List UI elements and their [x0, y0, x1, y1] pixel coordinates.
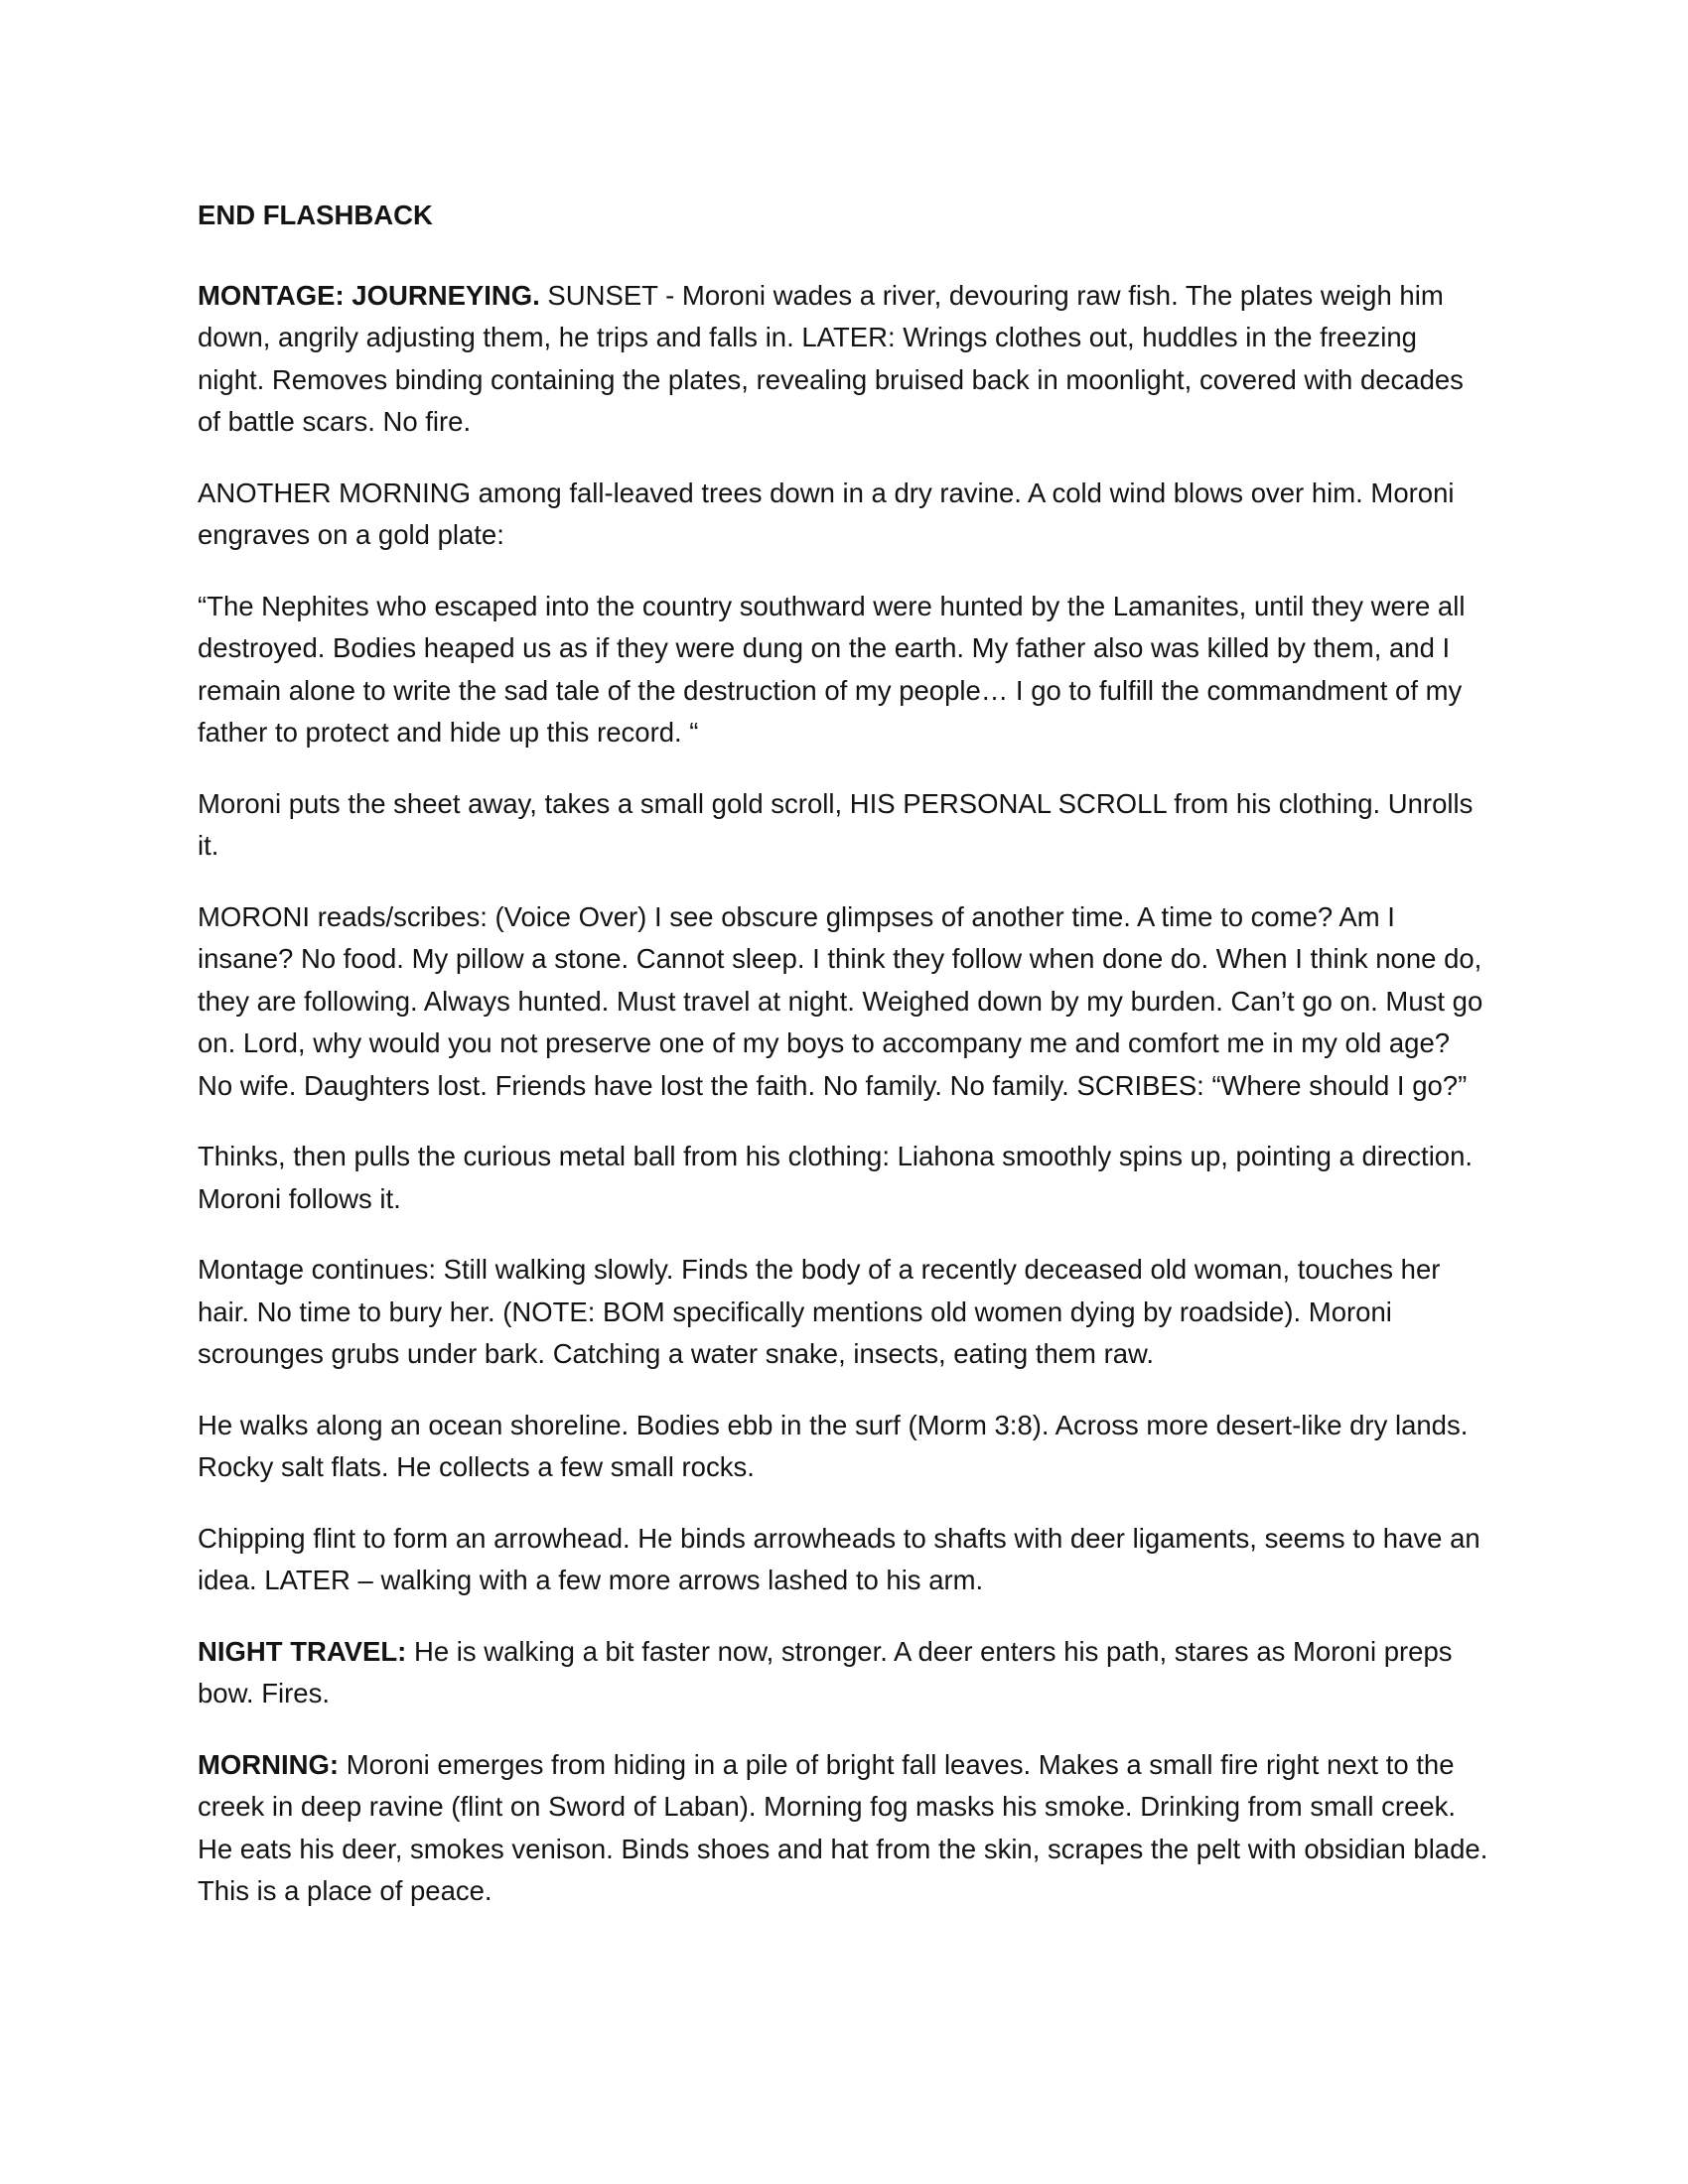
paragraph-moroni-reads: [198, 896, 1490, 1108]
heading-text: END FLASHBACK: [198, 200, 433, 230]
paragraph-montage-continues: [198, 1249, 1490, 1376]
paragraph-personal-scroll: [198, 783, 1490, 868]
paragraph-lead: MONTAGE: JOURNEYING.: [198, 279, 540, 311]
section-heading: [198, 195, 1490, 237]
document-body: [198, 195, 1490, 1942]
paragraph-text: He walks along an ocean shoreline. Bodies ebb in the surf (Morm 3:8). Across more desert-like dry lands. Rocky salt flats. He collects a few small rocks.: [198, 1409, 1469, 1482]
paragraph-night-travel: [198, 1631, 1490, 1715]
paragraph-text: Chipping flint to form an arrowhead. He binds arrowheads to shafts with deer ligaments, seems to have an idea. LATER – walking with a few more arrows lashed to his arm.: [198, 1522, 1480, 1595]
paragraph-lead: NIGHT TRAVEL:: [198, 1635, 407, 1667]
paragraph-text: “The Nephites who escaped into the country southward were hunted by the Lamanites, until they were all destroyed. Bodies heaped us as if they were dung on the earth. My father also was killed by them, and I remain alone to write the sad tale of the destruction of my people… I go to fulfill the commandment of my father to protect and hide up this record. “: [198, 590, 1466, 748]
paragraph-text: Montage continues: Still walking slowly. Finds the body of a recently deceased old woman, touches her hair. No time to bury her. (NOTE: BOM specifically mentions old women dying by roadside). Moroni scrounges grubs under bark. Catching a water snake, insects, eating them raw.: [198, 1254, 1441, 1369]
paragraph-text: Thinks, then pulls the curious metal ball from his clothing: Liahona smoothly spins up, pointing a direction. Moroni follows it.: [198, 1141, 1474, 1214]
paragraph-text: Moroni puts the sheet away, takes a small gold scroll, HIS PERSONAL SCROLL from his clothing. Unrolls it.: [198, 787, 1474, 861]
paragraph-text: MORONI reads/scribes: (Voice Over) I see obscure glimpses of another time. A time to come? Am I insane? No food. My pillow a stone. Cannot sleep. I think they follow when done do. When I think none do, they are following. Always hunted. Must travel at night. Weighed down by my burden. Can’t go on. Must go on. Lord, why would you not preserve one of my boys to accompany me and comfort me in my old age? No wife. Daughters lost. Friends have lost the faith. No family. No family. SCRIBES: “Where should I go?”: [198, 900, 1483, 1101]
paragraph-text: Moroni emerges from hiding in a pile of bright fall leaves. Makes a small fire right next to the creek in deep ravine (flint on Sword of Laban). Morning fog masks his smoke. Drinking from small creek. He eats his deer, smokes venison. Binds shoes and hat from the skin, scrapes the pelt with obsidian blade. This is a place of peace.: [198, 1748, 1488, 1906]
paragraph-text: ANOTHER MORNING among fall-leaved trees down in a dry ravine. A cold wind blows over him. Moroni engraves on a gold plate:: [198, 477, 1455, 550]
paragraph-text: He is walking a bit faster now, stronger. A deer enters his path, stares as Moroni preps bow. Fires.: [198, 1635, 1453, 1708]
paragraph-montage-journeying: [198, 275, 1490, 444]
paragraph-lead: MORNING:: [198, 1748, 340, 1780]
paragraph-chipping-flint: [198, 1518, 1490, 1602]
paragraph-liahona: [198, 1136, 1490, 1220]
paragraph-morning: [198, 1744, 1490, 1913]
paragraph-ocean-shoreline: [198, 1405, 1490, 1489]
paragraph-another-morning: [198, 473, 1490, 557]
paragraph-engraving-quote: [198, 586, 1490, 754]
paragraph-text: SUNSET - Moroni wades a river, devouring raw fish. The plates weigh him down, angrily adjusting them, he trips and falls in. LATER: Wrings clothes out, huddles in the freezing night. Removes binding containing the plates, revealing bruised back in moonlight, covered with decades of battle scars. No fire.: [198, 279, 1464, 437]
